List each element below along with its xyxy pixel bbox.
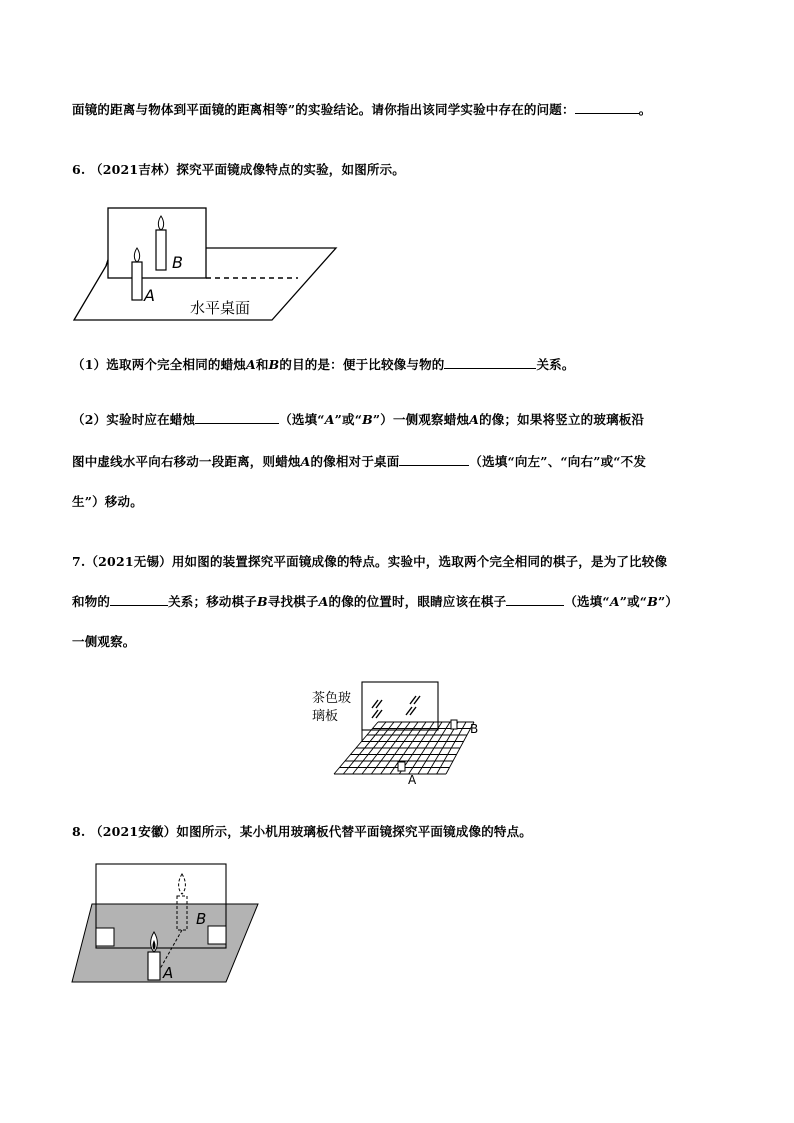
- chess-piece-a: [398, 762, 405, 771]
- q6-stem: 6. （2021吉林）探究平面镜成像特点的实验，如图所示。: [72, 162, 405, 177]
- q5-end: 。: [638, 102, 652, 117]
- q5-text: 面镜的距离与物体到平面镜的距离相等”的实验结论。请你指出该同学实验中存在的问题：: [72, 102, 575, 117]
- q7-line3: 一侧观察。: [72, 634, 136, 649]
- label-a: A: [408, 773, 417, 787]
- q6-part2-end: 生”）移动。: [72, 494, 143, 509]
- chess-piece-b: [451, 720, 457, 729]
- label-a: A: [163, 964, 174, 982]
- q8-stem: 8. （2021安徽）如图所示，某小机用玻璃板代替平面镜探究平面镜成像的特点。: [72, 824, 532, 839]
- q6-part2: （2）实验时应在蜡烛 （选填“A”或“B”）一侧观察蜡烛A的像；如果将竖立的玻璃板沿: [72, 412, 645, 427]
- q7-blank-1[interactable]: [110, 594, 168, 606]
- q7-line2: 和物的 关系；移动棋子B寻找棋子A的像的位置时，眼睛应该在棋子 （选填“A”或“B”）: [72, 594, 679, 609]
- q5-line: [72, 100, 651, 118]
- q7-line1: 7.（2021无锡）用如图的装置探究平面镜成像的特点。实验中，选取两个完全相同的棋子，是为了比较像: [72, 554, 668, 569]
- candle-a-label: A: [144, 286, 155, 305]
- q7-blank-2[interactable]: [506, 594, 564, 606]
- glass-label-2: 璃板: [312, 709, 339, 724]
- label-b: B: [470, 722, 479, 736]
- table-label: 水平桌面: [190, 299, 251, 317]
- glass-label-1: 茶色玻: [312, 691, 352, 706]
- q6-p2-blank[interactable]: [195, 412, 279, 424]
- q6-figure-candles-mirror: [70, 200, 345, 325]
- q6-p1-blank[interactable]: [444, 357, 536, 369]
- candle-a: [132, 248, 142, 300]
- q8-figure-glass-candle: [70, 860, 262, 986]
- label-b: B: [196, 910, 207, 928]
- q6-part2-cont: 图中虚线水平向右移动一段距离，则蜡烛A的像相对于桌面 （选填“向左”、“向右”或“不发: [72, 454, 647, 469]
- right-support: [208, 926, 226, 944]
- q6-part1: （1）选取两个完全相同的蜡烛A和B的目的是：便于比较像与物的 关系。: [72, 357, 575, 372]
- candle-b-label: B: [172, 253, 183, 272]
- q6-p3-blank[interactable]: [399, 454, 469, 466]
- q7-figure-chess-grid: [308, 680, 498, 788]
- candle-b: [156, 216, 166, 270]
- left-support: [96, 928, 114, 946]
- q5-answer-blank[interactable]: [575, 102, 639, 114]
